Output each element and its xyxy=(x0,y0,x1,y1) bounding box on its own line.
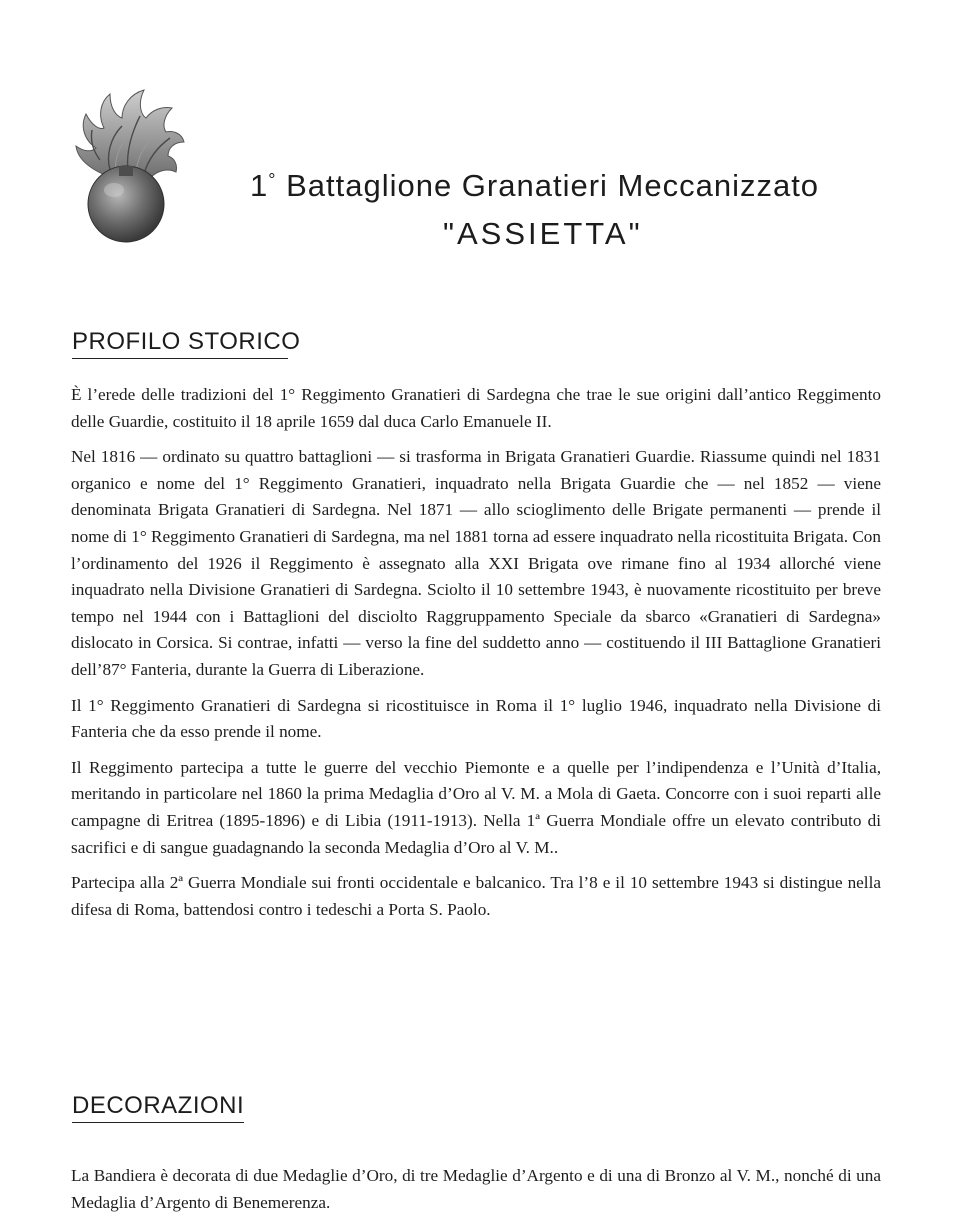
section-heading-profilo xyxy=(72,328,300,359)
title-block xyxy=(250,168,890,252)
heading-underline xyxy=(72,1122,244,1123)
decorazioni-body xyxy=(71,1163,881,1225)
title-number: 1 xyxy=(250,168,269,203)
paragraph: Nel 1816 — ordinato su quattro battaglioni — si trasforma in Brigata Granatieri Guardie. Riassume quindi nel 1831 organico e nome del 1° Reggimento Granatieri, inquadrato nella Brigata Guardie che — nel 1852 — viene denominata Brigata Granatieri di Sardegna. Nel 1871 — allo scioglimento delle Brigate permanenti — prende il nome di 1° Reggimento Granatieri di Sardegna, ma nel 1881 torna ad essere inquadrato nella ricostituita Brigata. Con l’ordinamento del 1926 il Reggimento è assegnato alla XXI Brigata ove rimane fino al 1934 allorché viene inquadrato nella Divisione Granatieri di Sardegna. Sciolto il 10 settembre 1943, è nuovamente ricostituito per breve tempo nel 1944 con i Battaglioni del disciolto Raggruppamento Speciale da sbarco «Granatieri di Sardegna» dislocato in Corsica. Si contrae, infatti — verso la fine del suddetto anno — costituendo il III Battaglione Granatieri dell’87° Fanteria, durante la Guerra di Liberazione. xyxy=(71,447,881,679)
paragraph: La Bandiera è decorata di due Medaglie d’Oro, di tre Medaglie d’Argento e di una di Bronzo al V. M., nonché di una Medaglia d’Argento di Benemerenza. xyxy=(71,1166,881,1212)
heading-underline xyxy=(72,358,288,359)
paragraph: Il Reggimento partecipa a tutte le guerre del vecchio Piemonte e a quelle per l’indipendenza e l’Unità d’Italia, meritando in particolare nel 1860 la prima Medaglia d’Oro al V. M. a Mola di Gaeta. Concorre con i suoi reparti alle campagne di Eritrea (1895-1896) e di Libia (1911-1913). Nella 1ª Guerra Mondiale offre un elevato contributo di sacrifici e di sangue guadagnando la seconda Medaglia d’Oro al V. M.. xyxy=(71,757,881,857)
grenade-emblem-icon xyxy=(70,86,188,246)
page-title xyxy=(250,168,890,204)
paragraph: Il 1° Reggimento Granatieri di Sardegna si ricostituisce in Roma il 1° luglio 1946, inquadrato nella Divisione di Fanteria che da esso prende il nome. xyxy=(71,695,881,742)
section-heading-text: PROFILO STORICO xyxy=(72,328,301,355)
paragraph: Partecipa alla 2ª Guerra Mondiale sui fronti occidentale e balcanico. Tra l’8 e il 10 settembre 1943 si distingue nella difesa di Roma, battendosi contro i tedeschi a Porta S. Paolo. xyxy=(71,873,881,919)
title-text: Battaglione Granatieri Meccanizzato xyxy=(276,168,820,203)
section-heading-decorazioni xyxy=(72,1092,244,1123)
profilo-body xyxy=(71,382,881,932)
title-degree-mark: ° xyxy=(268,170,277,190)
paragraph: È l’erede delle tradizioni del 1° Reggimento Granatieri di Sardegna che trae le sue origini dall’antico Reggimento delle Guardie, costituito il 18 aprile 1659 dal duca Carlo Emanuele II. xyxy=(71,385,881,431)
page-subtitle: "ASSIETTA" xyxy=(443,216,643,251)
section-heading-text: DECORAZIONI xyxy=(72,1092,245,1119)
